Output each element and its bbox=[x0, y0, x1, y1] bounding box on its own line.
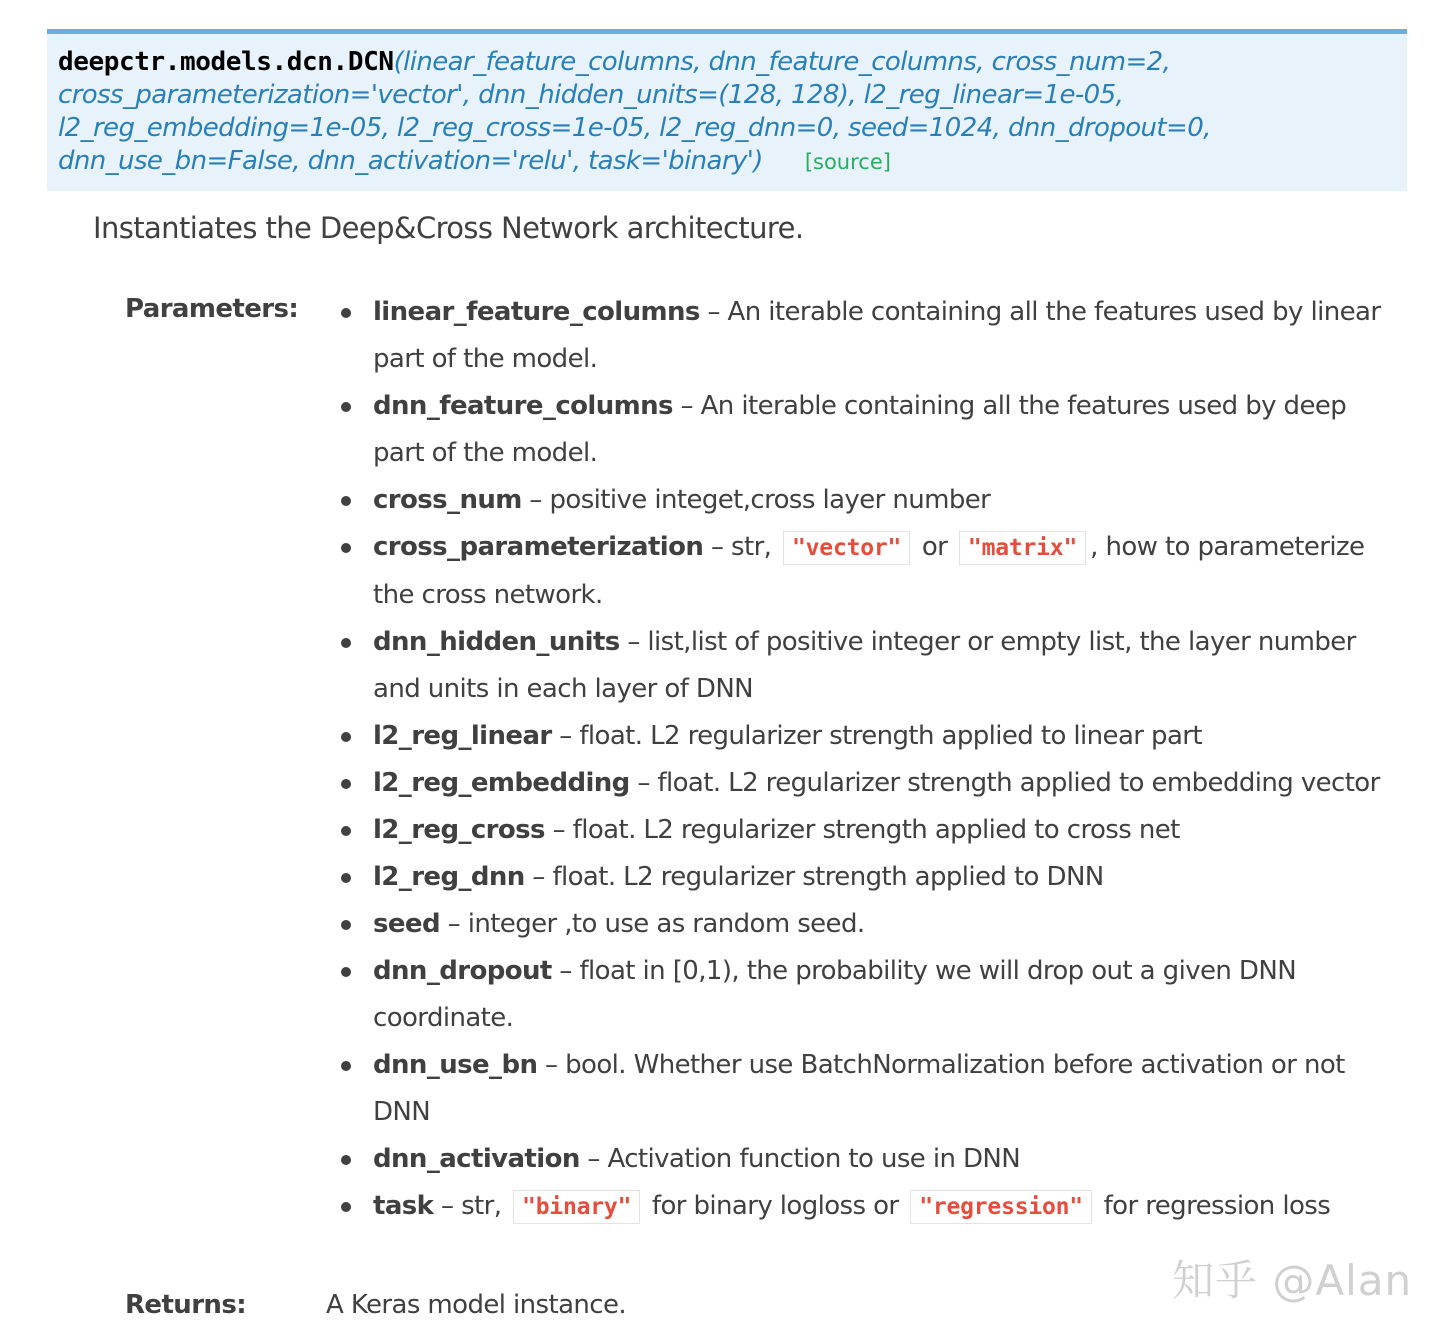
param-dash: – bbox=[579, 1144, 608, 1174]
code-literal: "vector" bbox=[783, 531, 910, 565]
parameter-list bbox=[340, 289, 1390, 1231]
param-dash: – bbox=[672, 391, 701, 421]
list-item bbox=[340, 760, 1390, 807]
param-desc: float. L2 regularizer strength applied to cross net bbox=[572, 815, 1180, 845]
code-literal: "binary" bbox=[513, 1190, 640, 1224]
param-desc: float. L2 regularizer strength applied to DNN bbox=[552, 862, 1104, 892]
list-item bbox=[340, 1183, 1390, 1231]
param-dash: – bbox=[537, 1050, 566, 1080]
param-dash: – bbox=[551, 721, 580, 751]
parameters-label: Parameters: bbox=[125, 294, 299, 324]
param-desc-pre: str, bbox=[461, 1191, 510, 1221]
param-dash: – bbox=[699, 297, 728, 327]
param-desc-pre: str, bbox=[731, 532, 779, 562]
param-name: seed bbox=[373, 909, 440, 939]
description: Instantiates the Deep&Cross Network architecture. bbox=[93, 211, 804, 245]
param-desc: float. L2 regularizer strength applied to linear part bbox=[579, 721, 1202, 751]
source-link[interactable]: [source] bbox=[804, 150, 891, 174]
bullet-icon bbox=[341, 638, 351, 648]
param-dash: – bbox=[619, 627, 648, 657]
list-item bbox=[340, 524, 1390, 619]
bullet-icon bbox=[341, 873, 351, 883]
bullet-icon bbox=[341, 496, 351, 506]
param-name: l2_reg_linear bbox=[373, 721, 552, 751]
returns-label: Returns: bbox=[125, 1290, 246, 1320]
param-desc: An iterable containing all the features used by linear part of the model. bbox=[373, 297, 1381, 374]
param-dash: – bbox=[629, 768, 658, 798]
param-name: l2_reg_embedding bbox=[373, 768, 630, 798]
list-item bbox=[340, 948, 1390, 1042]
bullet-icon bbox=[341, 308, 351, 318]
code-literal: "regression" bbox=[910, 1190, 1092, 1224]
param-desc-post: , how to parameterize the cross network. bbox=[373, 532, 1365, 610]
bullet-icon bbox=[341, 1202, 351, 1212]
list-item bbox=[340, 807, 1390, 854]
param-dash: – bbox=[433, 1191, 462, 1221]
param-dash: – bbox=[521, 485, 550, 515]
param-dash: – bbox=[524, 862, 553, 892]
param-desc: positive integet,cross layer number bbox=[549, 485, 991, 515]
param-desc: integer ,to use as random seed. bbox=[467, 909, 865, 939]
bullet-icon bbox=[341, 1155, 351, 1165]
param-dash: – bbox=[703, 532, 732, 562]
code-literal: "matrix" bbox=[959, 531, 1086, 565]
signature-name: deepctr.models.dcn.DCN bbox=[58, 47, 394, 77]
watermark: 知乎 @Alan bbox=[1172, 1256, 1413, 1305]
list-item bbox=[340, 289, 1390, 383]
signature-params: (linear_feature_columns, dnn_feature_columns, cross_num=2, cross_parameterization='vector', dnn_hidden_units=(128, 128), l2_reg_linear=1e-05, l2_reg_embedding=1e-05, l2_reg_cross=1e-05, l2_reg_dnn=0, seed=1024, dnn_dropout=0, dnn_use_bn=False, dnn_activation='relu', task='binary') bbox=[58, 47, 1211, 176]
param-name: dnn_use_bn bbox=[373, 1050, 538, 1080]
bullet-icon bbox=[341, 402, 351, 412]
param-desc-mid: or bbox=[914, 532, 955, 562]
param-desc: Activation function to use in DNN bbox=[607, 1144, 1021, 1174]
param-name: cross_num bbox=[373, 485, 522, 515]
param-desc: An iterable containing all the features used by deep part of the model. bbox=[373, 391, 1347, 468]
list-item bbox=[340, 854, 1390, 901]
param-name: dnn_hidden_units bbox=[373, 627, 620, 657]
bullet-icon bbox=[341, 967, 351, 977]
param-name: l2_reg_dnn bbox=[373, 862, 525, 892]
param-desc: bool. Whether use BatchNormalization before activation or not DNN bbox=[373, 1050, 1345, 1127]
list-item bbox=[340, 383, 1390, 477]
param-desc: float. L2 regularizer strength applied to embedding vector bbox=[657, 768, 1380, 798]
param-desc: float in [0,1), the probability we will drop out a given DNN coordinate. bbox=[373, 956, 1297, 1033]
param-dash: – bbox=[544, 815, 573, 845]
param-name: dnn_feature_columns bbox=[373, 391, 673, 421]
list-item bbox=[340, 1136, 1390, 1183]
bullet-icon bbox=[341, 1061, 351, 1071]
list-item bbox=[340, 901, 1390, 948]
param-name: cross_parameterization bbox=[373, 532, 704, 562]
param-desc: list,list of positive integer or empty list, the layer number and units in each layer of DNN bbox=[373, 627, 1356, 704]
param-name: l2_reg_cross bbox=[373, 815, 545, 845]
param-name: dnn_dropout bbox=[373, 956, 552, 986]
list-item bbox=[340, 713, 1390, 760]
param-desc-post: for regression loss bbox=[1095, 1191, 1331, 1221]
bullet-icon bbox=[341, 826, 351, 836]
param-name: linear_feature_columns bbox=[373, 297, 700, 327]
list-item bbox=[340, 619, 1390, 713]
bullet-icon bbox=[341, 779, 351, 789]
param-desc-mid: for binary logloss or bbox=[644, 1191, 907, 1221]
param-name: dnn_activation bbox=[373, 1144, 580, 1174]
bullet-icon bbox=[341, 732, 351, 742]
list-item bbox=[340, 477, 1390, 524]
bullet-icon bbox=[341, 543, 351, 553]
bullet-icon bbox=[341, 920, 351, 930]
returns-text: A Keras model instance. bbox=[326, 1290, 627, 1320]
param-dash: – bbox=[551, 956, 580, 986]
function-signature bbox=[47, 29, 1407, 191]
param-dash: – bbox=[439, 909, 468, 939]
list-item bbox=[340, 1042, 1390, 1136]
param-name: task bbox=[373, 1191, 434, 1221]
